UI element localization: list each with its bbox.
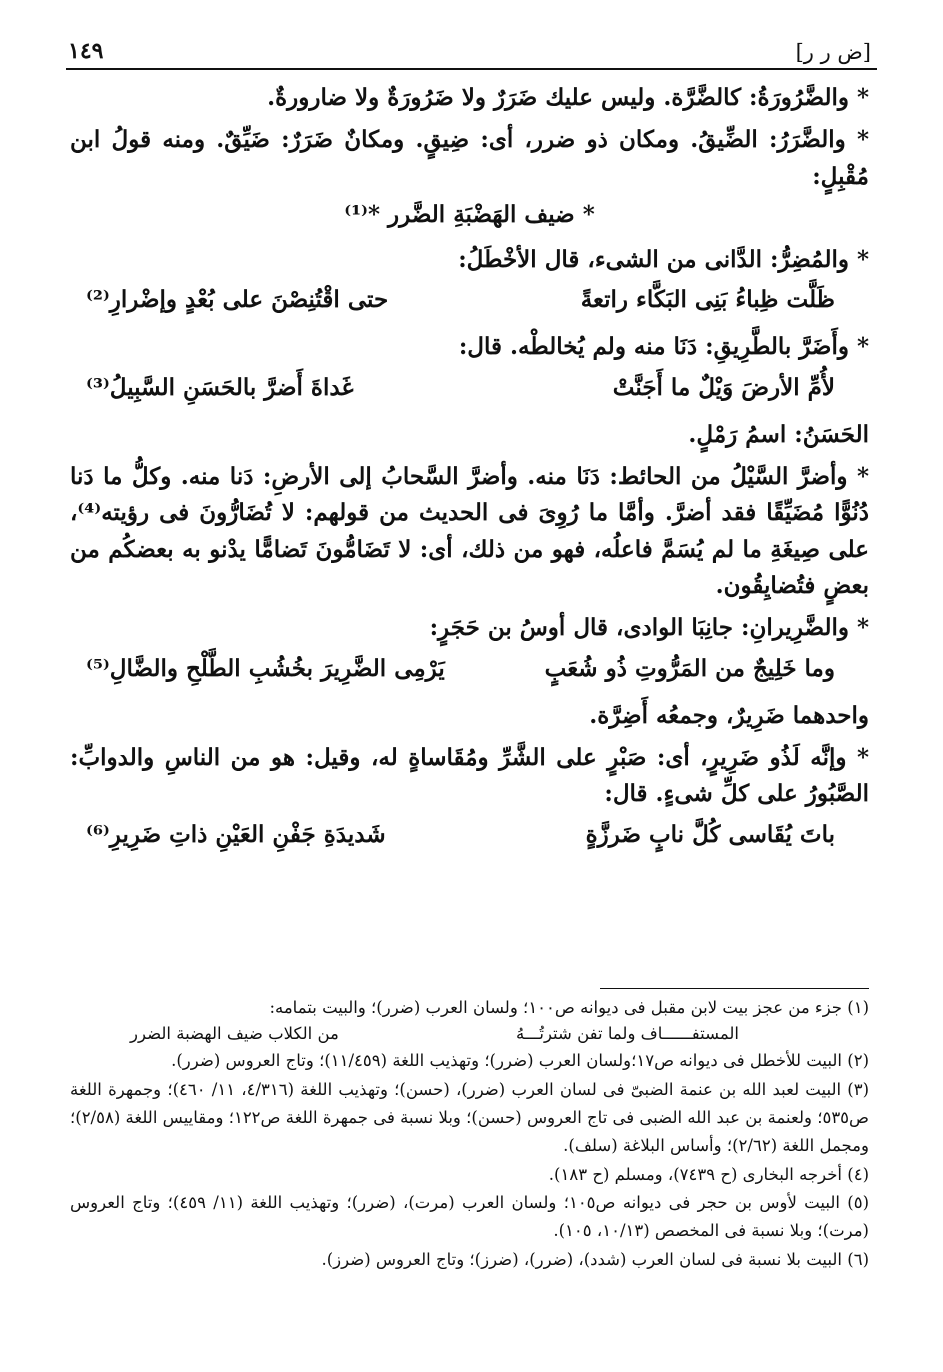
page-header <box>68 36 871 64</box>
footnote-5: (٥) البيت لأوس بن حجر فى ديوانه ص١٠٥؛ ولسان العرب (مرت)، (ضرر)؛ وتهذيب اللغة (١١/ ٤٥٩)؛ وتاج العروس (مرت)؛ وبلا نسبة فى المخصص (١٠/١٣، ١٠٥). <box>70 1193 870 1241</box>
verse-second-hemistich: يَرْمِى الضَّرِيرَ بخُشُبِ الطَّلْحِ والضَّالِ⁽⁵⁾ <box>86 654 445 682</box>
entry-darar: * والضَّرَرُ: الضِّيقُ. ومكان ذو ضرر، أى: ضِيقٍ. ومكانٌ ضَرَرٌ: ضَيِّقٌ. ومنه قولُ ابن مُقْبِلٍ: <box>70 126 869 190</box>
gloss-darir-plural: واحدهما ضَرِيرٌ، وجمعُه أَضِرَّة. <box>589 701 869 729</box>
entry-darura: * والضَّرُورَةُ: كالضَّرَّة. وليس عليك ضَرَرٌ ولا ضَرُورَةٌ ولا ضارورةٌ. <box>267 84 869 111</box>
header-rule <box>66 68 877 70</box>
entry-adarra-assayl: * وأضرَّ السَّيْلُ من الحائط: دَنَا منه. وأضرَّ السَّحابُ إلى الأرضِ: دَنا منه. وكلُّ ما دَنا دُنُوًّا مُضَيِّقًا فقد أضرَّ. وأمَّا ما رُوِىَ فى الحديث من قولهم: لا تُضَارُّونَ فى رؤيته⁽⁴⁾، على صِيغَةِ ما لم يُسَمَّ فاعلُه، فهو من ذلك، أى: لا تَضَامُّونَ تَضامًّا يدْنو به بعضكُم من بعضٍ فتُضايِقُون. <box>70 462 869 599</box>
verse-akhtal <box>70 286 869 313</box>
entry-mudirr: * والمُضِرُّ: الدَّانى من الشىء، قال الأخْطَلُ: <box>458 245 869 273</box>
footnote-6: (٦) البيت بلا نسبة فى لسان العرب (شدد)، (ضرر)، (ضرز)؛ وتاج العروس (ضرز). <box>321 1249 869 1269</box>
footnote-rule <box>600 988 869 989</box>
root-heading: [ض ر ر] <box>795 40 871 64</box>
page-number: ١٤٩ <box>68 38 104 64</box>
verse-anonymous <box>70 821 869 848</box>
footnote-2: (٢) البيت للأخطل فى ديوانه ص١٧؛ولسان العرب (ضرر)؛ وتهذيب اللغة (١١/٤٥٩)؛ وتاج العروس (ضرر). <box>171 1051 869 1071</box>
footnotes <box>70 994 869 1274</box>
footnote-3: (٣) البيت لعبد الله بن عنمة الضبىّ فى لسان العرب (ضرر)، (حسن)؛ وتهذيب اللغة (٤/٣١٦، ١١/ ٤٦٠)؛ وجمهرة اللغة ص٥٣٥؛ ولعنمة بن عبد الله الضبى فى تاج العروس (حسن)؛ وبلا نسبة فى جمهرة اللغة ص١٢٢؛ ومقاييس اللغة (٢/٥٨)؛ ومجمل اللغة (٢/٦٢)؛ وأساس البلاغة (سلف). <box>70 1079 869 1156</box>
footnote-4: (٤) أخرجه البخارى (ح ٧٤٣٩)، ومسلم (ح ١٨٣). <box>548 1164 869 1184</box>
verse-second-hemistich: حتى اقْتُنِصْنَ على بُعْدٍ وإضْرارِ⁽²⁾ <box>86 286 389 314</box>
verse-ibn-muqbil: * ضيف الهَضْبَةِ الضَّرر *⁽¹⁾ <box>344 200 595 228</box>
verse-first-hemistich: باتَ يُقَاسى كُلَّ نابٍ ضَرزَّةٍ <box>585 820 835 848</box>
main-text <box>70 80 869 864</box>
gloss-hasan: الحَسَنُ: اسمُ رَمْلٍ. <box>688 420 869 448</box>
entry-adarra-bittariq: * وأَضَرَّ بالطَّرِيقِ: دَنَا منه ولم يُخالطْه. قال: <box>458 333 869 361</box>
verse-hasan <box>70 374 869 401</box>
verse-first-hemistich: المستفــــــاف ولما تفن شترتُـــهُ <box>516 1024 739 1044</box>
verse-first-hemistich: ظَلَّت ظِباءُ بَنِى البَكَّاء راتعةً <box>580 286 835 314</box>
verse-second-hemistich: غَداةَ أَضرَّ بالحَسَنِ السَّبِيلُ⁽³⁾ <box>86 373 354 401</box>
verse-first-hemistich: وما خَلِيجٌ من المَرُّوتِ ذُو شُعَبٍ <box>544 654 835 682</box>
verse-first-hemistich: لأُمِّ الأرضَ وَيْلٌ ما أَجَنَّتْ <box>612 373 835 401</box>
entry-dhu-darir: * وإنَّه لَذُو ضَرِيرٍ، أى: صَبْرٍ على الشَّرِّ ومُقَاساةٍ له، وقيل: هو من الناسِ والدوابِّ: الصَّبُورُ على كلِّ شىءٍ. قال: <box>70 743 869 808</box>
verse-aws <box>70 655 869 682</box>
entry-dariran: * والضَّرِيرانِ: جانِبَا الوادى، قال أوسُ بن حَجَرٍ: <box>429 614 869 642</box>
verse-second-hemistich: شَديدَةِ جَفْنِ العَيْنِ ذاتِ ضَرِيرِ⁽⁶⁾ <box>86 820 386 848</box>
footnote-1: (١) جزء من عجز بيت لابن مقبل فى ديوانه ص١٠٠؛ ولسان العرب (ضرر)؛ والبيت بتمامه: <box>269 998 869 1017</box>
verse-second-hemistich: من الكلاب ضيف الهضبة الضرر <box>130 1024 339 1044</box>
footnote-1-verse <box>70 1022 869 1047</box>
